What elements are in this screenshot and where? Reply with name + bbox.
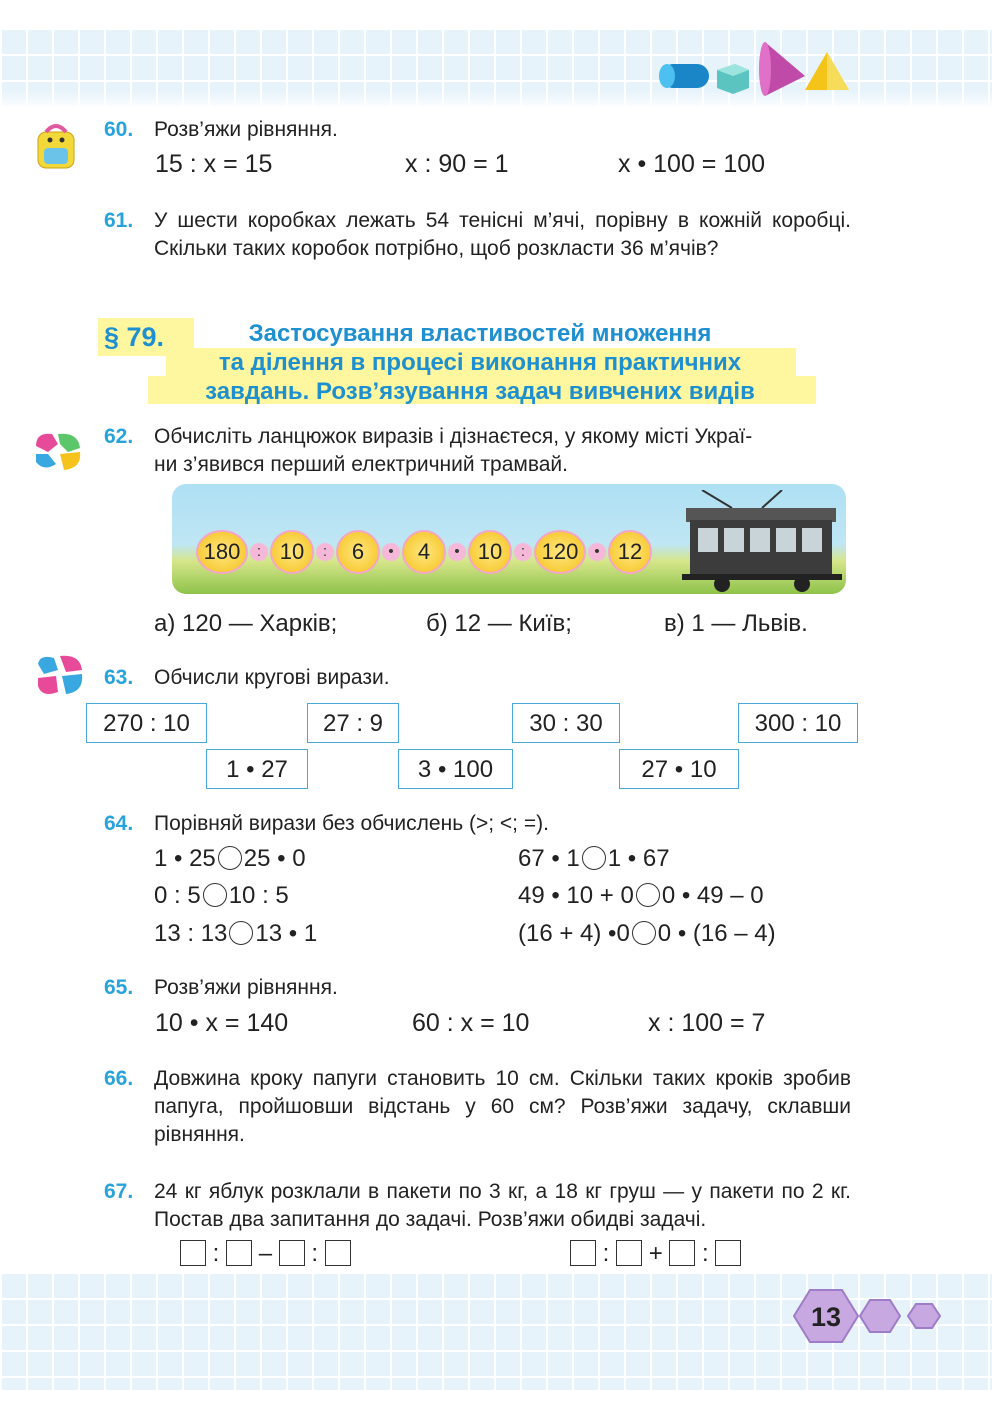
chain-operator: :	[514, 543, 532, 561]
exercise-65-text: Розв’яжи рівняння.	[154, 976, 338, 999]
expression: 67 • 1	[518, 845, 580, 872]
chain-operator: •	[382, 543, 400, 561]
circular-expression-box: 300 : 10	[738, 703, 858, 743]
comparison-circle[interactable]	[229, 921, 253, 945]
circular-expression-box: 30 : 30	[512, 703, 620, 743]
answer-box[interactable]	[715, 1240, 741, 1266]
exercise-65-number: 65.	[104, 976, 134, 999]
expression: 0 : 5	[154, 882, 201, 909]
operator: :	[311, 1240, 319, 1267]
answer-option: в) 1 — Львів.	[664, 610, 808, 637]
equation: 60 : x = 10	[412, 1009, 530, 1037]
answer-box[interactable]	[616, 1240, 642, 1266]
exercise-66-number: 66.	[104, 1067, 134, 1090]
equation: x • 100 = 100	[618, 150, 766, 178]
pyramid-icon	[805, 52, 849, 90]
expression: 25 • 0	[243, 845, 306, 872]
expression: 13 : 13	[154, 920, 228, 947]
exercise-60-text: Розв’яжи рівняння.	[154, 118, 338, 141]
chain-operator: :	[316, 543, 334, 561]
chain-number-circle: 6	[336, 530, 380, 574]
answer-template-left	[180, 1240, 351, 1268]
answer-option: б) 12 — Київ;	[426, 610, 572, 637]
comparison-row	[154, 882, 289, 910]
expression: 49 • 10 + 0	[518, 882, 634, 909]
chain-number-circle: 12	[608, 530, 652, 574]
section-title-line: Застосування властивостей множення	[248, 320, 712, 347]
chain-number-circle: 180	[196, 530, 248, 574]
exercise-64-number: 64.	[104, 812, 134, 835]
decor-hexagon	[908, 1304, 940, 1328]
comparison-circle[interactable]	[582, 846, 606, 870]
exercise-62-line: Обчисліть ланцюжок виразів і дізнаєтеся, у якому місті Украї-	[154, 425, 753, 448]
page-number: 13	[810, 1302, 842, 1332]
chain-number-circle: 10	[270, 530, 314, 574]
comparison-row	[518, 845, 670, 873]
expression: (16 + 4) •0	[518, 920, 630, 947]
expression: 10 : 5	[228, 882, 289, 909]
exercise-63-number: 63.	[104, 666, 134, 689]
circular-expression-box: 3 • 100	[398, 749, 513, 789]
exercise-64-text: Порівняй вирази без обчислень (>; <; =).	[154, 812, 549, 835]
puzzle-icon	[30, 426, 88, 476]
exercise-67-number: 67.	[104, 1180, 134, 1203]
comparison-row	[154, 920, 317, 948]
answer-template-right	[570, 1240, 741, 1268]
comparison-row	[518, 920, 776, 948]
header-shapes	[655, 40, 855, 102]
exercise-61-text: У шести коробках лежать 54 тенісні м’ячі, порівну в кожній коробці. Скільки таких коробок потрібно, щоб розкласти 36 м’ячів?	[154, 209, 851, 260]
cube-icon	[717, 64, 749, 94]
answer-box[interactable]	[325, 1240, 351, 1266]
chain-operator: :	[250, 543, 268, 561]
circular-expression-box: 27 : 9	[307, 703, 399, 743]
chain-operator: •	[448, 543, 466, 561]
comparison-circle[interactable]	[636, 883, 660, 907]
expression: 1 • 25	[154, 845, 216, 872]
equation: 10 • x = 140	[155, 1009, 289, 1037]
exercise-63-text: Обчисли кругові вирази.	[154, 666, 390, 689]
exercise-60-number: 60.	[104, 118, 134, 141]
expression: 13 • 1	[255, 920, 318, 947]
comparison-circle[interactable]	[632, 921, 656, 945]
expression: 1 • 67	[607, 845, 670, 872]
exercise-66-text: Довжина кроку папуги становить 10 см. Скільки таких кроків зробив папуга, пройшовши відстань у 60 см? Розв’яжи задачу, склавши рівняння.	[154, 1067, 851, 1146]
tram-icon	[672, 490, 842, 594]
comparison-circle[interactable]	[218, 846, 242, 870]
equation: 15 : x = 15	[155, 150, 273, 178]
puzzle-icon	[30, 650, 90, 702]
exercise-67-text: 24 кг яблук розклали в пакети по 3 кг, а 18 кг груш — у пакети по 2 кг. Постав два запитання до задачі. Розв’яжи обидві задачі.	[154, 1180, 851, 1231]
decor-hexagon	[860, 1300, 900, 1332]
cylinder-icon	[659, 64, 709, 88]
section-title-line: та ділення в процесі виконання практичних	[218, 349, 742, 376]
expression: 0 • (16 – 4)	[657, 920, 776, 947]
operator: :	[602, 1240, 610, 1267]
comparison-circle[interactable]	[203, 883, 227, 907]
answer-box[interactable]	[279, 1240, 305, 1266]
cone-icon	[759, 42, 805, 96]
comparison-row	[518, 882, 764, 910]
chain-operator: •	[588, 543, 606, 561]
answer-option: а) 120 — Харків;	[154, 610, 338, 637]
chain-number-circle: 120	[534, 530, 586, 574]
expression-chain	[196, 530, 652, 574]
circular-expression-box: 270 : 10	[86, 703, 207, 743]
operator: –	[258, 1240, 273, 1267]
backpack-icon	[30, 118, 86, 174]
circular-expression-box: 27 • 10	[619, 749, 739, 789]
circular-expression-box: 1 • 27	[206, 749, 308, 789]
exercise-62-number: 62.	[104, 425, 134, 448]
answer-box[interactable]	[669, 1240, 695, 1266]
answer-box[interactable]	[180, 1240, 206, 1266]
equation: x : 100 = 7	[648, 1009, 766, 1037]
page-number-badge	[778, 1284, 950, 1348]
answer-box[interactable]	[570, 1240, 596, 1266]
exercise-62-line: ни з’явився перший електричний трамвай.	[154, 453, 568, 476]
operator: :	[212, 1240, 220, 1267]
operator: +	[648, 1240, 663, 1267]
expression: 0 • 49 – 0	[661, 882, 764, 909]
chain-number-circle: 4	[402, 530, 446, 574]
answer-box[interactable]	[226, 1240, 252, 1266]
chain-number-circle: 10	[468, 530, 512, 574]
equation: x : 90 = 1	[405, 150, 509, 178]
operator: :	[702, 1240, 709, 1267]
section-title-line: завдань. Розв’язування задач вивчених видів	[205, 378, 755, 405]
section-number: § 79.	[104, 322, 165, 352]
exercise-61-number: 61.	[104, 209, 134, 232]
comparison-row	[154, 845, 306, 873]
